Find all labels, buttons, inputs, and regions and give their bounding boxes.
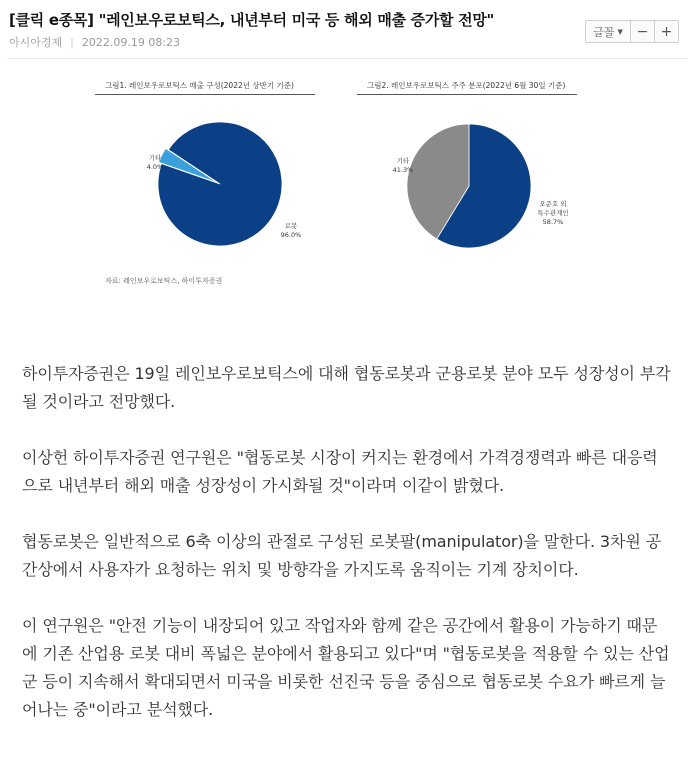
revenue-pie-chart xyxy=(95,100,315,280)
slice-value-label: 58.7% xyxy=(542,218,564,226)
header-divider xyxy=(7,58,687,59)
chart-title: 그림1. 레인보우로보틱스 매출 구성(2022년 상반기 기준) xyxy=(95,80,315,95)
font-increase-button[interactable]: + xyxy=(655,20,679,43)
article-paragraph: 이 연구원은 "안전 기능이 내장되어 있고 작업자와 함께 같은 공간에서 활용이 가능하기 때문에 기존 산업용 로봇 대비 폭넓은 분야에서 활용되고 있다"며 "협동로봇을 적용할 수 있는 산업군 등이 지속해서 확대되면서 미국을 비롯한 선진국 등을 중심으로 협동로봇 수요가 빠르게 늘어나는 중"이라고 분석했다. xyxy=(22,616,670,719)
slice-value-label: 4.0% xyxy=(146,163,164,171)
article-body xyxy=(22,360,672,752)
article-paragraph: 이상헌 하이투자증권 연구원은 "협동로봇 시장이 커지는 환경에서 가격경쟁력과 빠른 대응력으로 내년부터 해외 매출 성장성이 가시화될 것"이라며 이같이 밝혔다. xyxy=(22,448,658,495)
article-paragraph: 협동로봇은 일반적으로 6축 이상의 관절로 구성된 로봇팔(manipulator)을 말한다. 3차원 공간상에서 사용자가 요청하는 위치 및 방향각을 가지도록 움직이는 기계 장치이다. xyxy=(22,532,662,579)
slice-label: 오준호 외 xyxy=(539,200,567,208)
slice-label: 특수관계인 xyxy=(537,209,569,217)
slice-value-label: 96.0% xyxy=(280,231,302,239)
font-select-button[interactable] xyxy=(585,20,631,43)
figure-shareholder-distribution xyxy=(357,80,577,300)
article-title: [클릭 e종목] "레인보우로보틱스, 내년부터 미국 등 해외 매출 증가할 전망" xyxy=(9,11,495,29)
article-figure xyxy=(95,80,595,300)
article-source: 아시아경제 xyxy=(9,36,63,49)
article-header xyxy=(0,0,694,58)
article-date: 2022.09.19 08:23 xyxy=(81,36,181,49)
chart-title: 그림2. 레인보우로보틱스 주주 분포(2022년 6월 30일 기준) xyxy=(357,80,577,95)
article-meta xyxy=(9,34,180,50)
pie-slice xyxy=(158,122,282,246)
font-size-controls xyxy=(585,20,679,43)
figure-revenue-composition xyxy=(95,80,315,300)
slice-label: 기타 xyxy=(396,157,410,165)
shareholder-pie-chart xyxy=(357,100,577,280)
font-select-label: 글꼴 xyxy=(593,25,615,39)
caret-down-icon: ▼ xyxy=(617,27,623,36)
font-decrease-button[interactable]: − xyxy=(631,20,655,43)
figure-source-note: 자료: 레인보우로보틱스, 하이투자증권 xyxy=(105,277,223,285)
slice-label: 로봇 xyxy=(284,222,298,230)
article-paragraph: 하이투자증권은 19일 레인보우로보틱스에 대해 협동로봇과 군용로봇 분야 모두 성장성이 부각될 것이라고 전망했다. xyxy=(22,364,671,411)
meta-separator: | xyxy=(70,36,74,49)
slice-value-label: 41.3% xyxy=(392,166,414,174)
slice-label: 기타 xyxy=(148,154,162,162)
